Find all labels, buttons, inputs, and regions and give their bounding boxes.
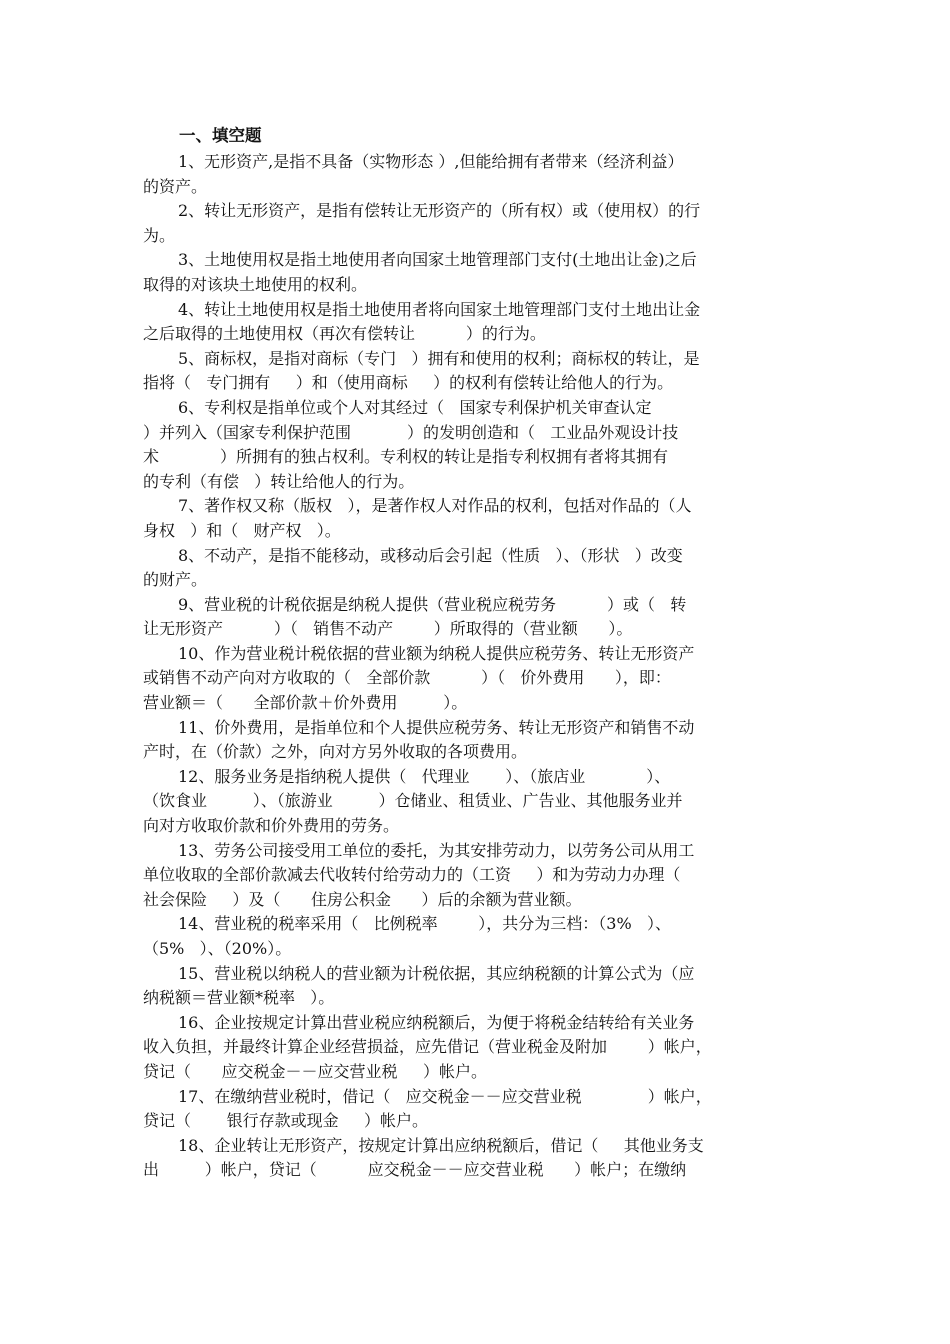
question-item [143,839,808,913]
question-item [143,150,808,199]
text-line: 4、转让土地使用权是指土地使用者将向国家土地管理部门支付土地出让金 [178,299,701,319]
question-item [143,1011,808,1085]
question-item [143,593,808,642]
text-line: 之后取得的土地使用权（再次有偿转让 ）的行为。 [143,324,546,344]
text-line: 贷记（ 应交税金－－应交营业税 ）帐户。 [143,1061,487,1081]
text-line: 营业额＝（ 全部价款＋价外费用 ）。 [143,693,468,713]
text-line: 17、在缴纳营业税时，借记（ 应交税金－－应交营业税 ）帐户， [178,1086,712,1106]
text-line: 18、企业转让无形资产，按规定计算出应纳税额后，借记（ 其他业务支 [178,1135,704,1155]
text-line: 社会保险 ）及（ 住房公积金 ）后的余额为营业额。 [143,889,582,909]
text-line: （饮食业 ）、（旅游业 ）仓储业、租赁业、广告业、其他服务业并 [143,791,683,811]
text-line: 16、企业按规定计算出营业税应纳税额后，为便于将税金结转给有关业务 [178,1012,695,1032]
text-line: 的专利（有偿 ）转让给他人的行为。 [143,471,415,491]
question-item [143,912,808,961]
text-line: 15、营业税以纳税人的营业额为计税依据，其应纳税额的计算公式为（应 [178,963,695,983]
question-item [143,347,808,396]
question-item [143,248,808,297]
text-line: 产时，在（价款）之外，向对方另外收取的各项费用。 [143,742,528,762]
text-line: 13、劳务公司接受用工单位的委托，为其安排劳动力，以劳务公司从用工 [178,840,695,860]
question-item [143,962,808,1011]
text-line: 取得的对该块土地使用的权利。 [143,274,368,294]
text-line: 出 ）帐户，贷记（ 应交税金－－应交营业税 ）帐户；在缴纳 [143,1160,687,1180]
text-line: 或销售不动产向对方收取的（ 全部价款 ）（ 价外费用 ），即： [143,668,671,688]
section-heading: 一、填空题 [179,126,262,145]
question-item [143,199,808,248]
text-line: 收入负担，并最终计算企业经营损益，应先借记（营业税金及附加 ）帐户， [143,1037,712,1057]
text-line: 指将（ 专门拥有 ）和（使用商标 ）的权利有偿转让给他人的行为。 [143,373,674,393]
text-line: 贷记（ 银行存款或现金 ）帐户。 [143,1111,429,1131]
text-line: 8、不动产，是指不能移动，或移动后会引起（性质 ）、（形状 ）改变 [178,545,683,565]
text-line: 11、价外费用，是指单位和个人提供应税劳务、转让无形资产和销售不动 [178,717,695,737]
document-page [143,122,808,1183]
text-line: 术 ）所拥有的独占权利。专利权的转让是指专利权拥有者将其拥有 [143,447,669,467]
question-item [143,396,808,494]
text-line: 5、商标权，是指对商标（专门 ）拥有和使用的权利；商标权的转让，是 [178,348,700,368]
text-line: 单位收取的全部价款减去代收转付给劳动力的（工资 ）和为劳动力办理（ [143,865,681,885]
text-line: 让无形资产 ）（ 销售不动产 ）所取得的（营业额 ）。 [143,619,633,639]
question-item [143,544,808,593]
text-line: 向对方收取价款和价外费用的劳务。 [143,816,400,836]
question-item [143,494,808,543]
text-line: 7、著作权又称（版权 ），是著作权人对作品的权利，包括对作品的（人 [178,496,692,516]
question-item [143,1085,808,1134]
question-item [143,1134,808,1183]
text-line: 为。 [143,225,176,245]
text-line: 12、服务业务是指纳税人提供（ 代理业 ）、（旅店业 ）、 [178,766,671,786]
text-line: 9、营业税的计税依据是纳税人提供（营业税应税劳务 ）或（ 转 [178,594,687,614]
document-body [143,150,808,1183]
text-line: 10、作为营业税计税依据的营业额为纳税人提供应税劳务、转让无形资产 [178,643,695,663]
text-line: 的资产。 [143,176,208,196]
text-line: 的财产。 [143,570,208,590]
text-line: 3、土地使用权是指土地使用者向国家土地管理部门支付(土地出让金)之后 [178,250,697,270]
text-line: 6、专利权是指单位或个人对其经过（ 国家专利保护机关审查认定 [178,397,652,417]
question-item [143,298,808,347]
text-line: 2、转让无形资产，是指有偿转让无形资产的（所有权）或（使用权）的行 [178,201,701,221]
question-item [143,765,808,839]
text-line: 14、营业税的税率采用（ 比例税率 ），共分为三档：（3% ）、 [178,914,671,934]
question-item [143,716,808,765]
text-line: 身权 ）和（ 财产权 ）。 [143,520,341,540]
text-line: （5% ）、（20%）。 [143,939,292,958]
text-line: 纳税额＝营业额*税率 ）。 [143,988,335,1008]
text-line: ）并列入（国家专利保护范围 ）的发明创造和（ 工业品外观设计技 [143,422,679,442]
question-item [143,642,808,716]
text-line: 1、无形资产,是指不具备（实物形态 ）,但能给拥有者带来（经济利益） [178,152,684,171]
